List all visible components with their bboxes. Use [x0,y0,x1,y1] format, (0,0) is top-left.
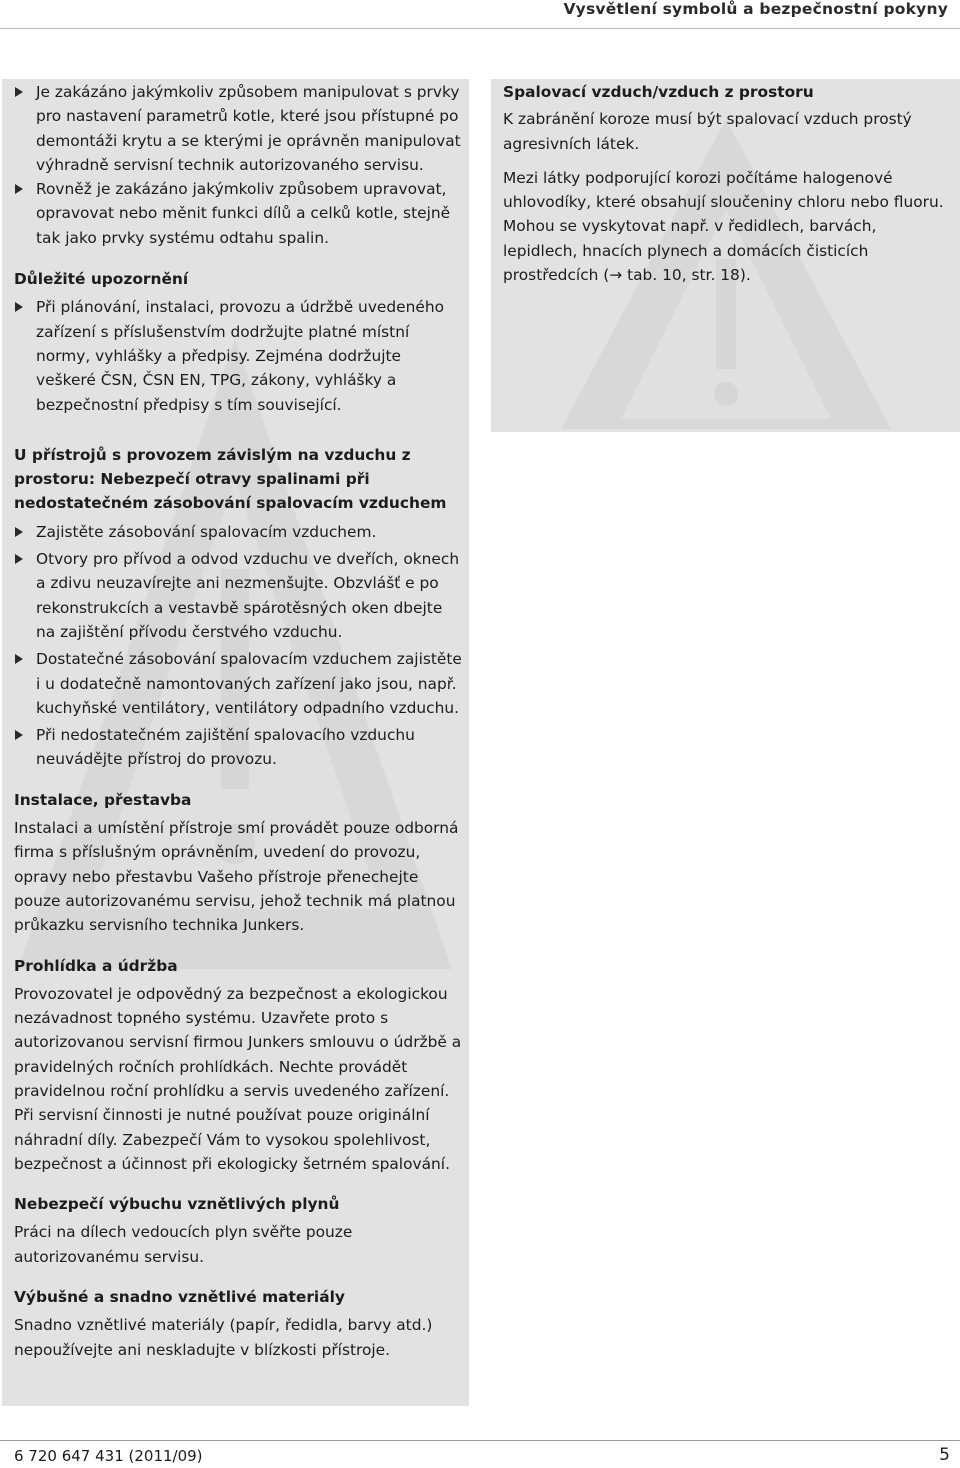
list-item-text: Je zakázáno jakýmkoliv způsobem manipulovat s prvky pro nastavení parametrů kotle, které jsou přístupné po demontáži krytu a se kterými je oprávněn manipulovat výhradně servisní technik autorizovaného servisu. [36,83,461,174]
list-item-text: Otvory pro přívod a odvod vzduchu ve dveřích, oknech a zdivu neuzavírejte ani nezmenšujte. Obzvlášť e po rekonstrukcích a vestavbě spárotěsných oken dbejte na zajištění přívodu čerstvého vzduchu. [36,550,460,641]
list-item [14,647,464,720]
page-header [0,0,960,29]
section-heading-combustion-air-room: Spalovací vzduch/vzduch z prostoru [503,83,814,101]
section-text-explosion: Práci na dílech vedoucích plyn svěřte pouze autorizovanému servisu. [14,1223,353,1266]
document-number: 6 720 647 431 (2011/09) [14,1447,203,1465]
section-heading-explosion: Nebezpečí výbuchu vznětlivých plynů [14,1195,340,1214]
section-text-inspection: Provozovatel je odpovědný za bezpečnost a ekologickou nezávadnost topného systému. Uzavřete proto s autorizovanou servisní firmou Junkers smlouvu o údržbě a pravidelných ročních prohlídkách. Nechte provádět pravidelnou roční prohlídku a servis uvedeného zařízení. Při servisní činnosti je nutné používat pouze originální náhradní díly. Zabezpečí Vám to vysokou spolehlivost, bezpečnost a účinnost při ekologicky šetrném spalování. [14,984,462,1173]
page-title: Vysvětlení symbolů a bezpečnostní pokyny [563,0,948,18]
bullet-arrow-icon [15,87,23,97]
section-text-installation: Instalaci a umístění přístroje smí provádět pouze odborná firma s příslušným oprávněním, uvedení do provozu, opravy nebo přestavbu Vašeho přístroje přenechejte pouze autorizovanému servisu, jehož technik má platnou průkazku servisního technika Junkers. [14,819,459,935]
list-item-text: Při plánování, instalaci, provozu a údržbě uvedeného zařízení s příslušenstvím dodržujte platné místní normy, vyhlášky a předpisy. Zejména dodržujte veškeré ČSN, ČSN EN, TPG, zákony, vyhlášky a bezpečnostní předpisy s tím související. [36,298,445,414]
section-heading-important: Důležité upozornění [14,270,189,289]
section-heading-flammable: Výbušné a snadno vznětlivé materiály [14,1288,345,1307]
list-item [14,80,464,177]
header-divider [0,28,960,29]
list-item-text: Dostatečné zásobování spalovacím vzduchem zajistěte i u dodatečně namontovaných zařízení jako jsou, např. kuchyňské ventilátory, ventilátory odpadního vzduchu. [36,650,462,717]
footer-divider [0,1440,960,1441]
list-item-text: Při nedostatečném zajištění spalovacího vzduchu neuvádějte přístroj do provozu. [36,726,415,769]
section-heading-combustion-air: U přístrojů s provozem závislým na vzduchu z prostoru: Nebezpečí otravy spalinami při nedostatečném zásobování spalovacím vzduchem [14,445,447,513]
list-item [14,295,464,416]
right-column [503,80,955,287]
list-item [14,547,464,644]
section-text-halogen: Mezi látky podporující korozi počítáme halogenové uhlovodíky, které obsahují sloučeniny chloru nebo fluoru. Mohou se vyskytovat např. v ředidlech, barvách, lepidlech, hnacích plynech a domácích čisticích prostředcích (→ tab. 10, str. 18). [503,168,944,285]
bullet-arrow-icon [15,554,23,564]
bullet-arrow-icon [15,527,23,537]
page-number: 5 [939,1445,950,1465]
list-item [14,520,464,544]
list-item-text: Zajistěte zásobování spalovacím vzduchem. [36,522,377,541]
list-item-text: Rovněž je zakázáno jakýmkoliv způsobem upravovat, opravovat nebo měnit funkci dílů a celků kotle, stejně tak jako prvky systému odtahu spalin. [36,180,451,247]
bullet-arrow-icon [15,654,23,664]
section-heading-installation: Instalace, přestavba [14,790,192,809]
left-column [14,80,464,1362]
list-item [14,723,464,772]
bullet-arrow-icon [15,184,23,194]
list-item [14,177,464,250]
section-heading-inspection: Prohlídka a údržba [14,956,178,975]
section-text-flammable: Snadno vznětlivé materiály (papír, ředidla, barvy atd.) nepoužívejte ani neskladujte v blízkosti přístroje. [14,1316,433,1359]
section-text-corrosion: K zabránění koroze musí být spalovací vzduch prostý agresivních látek. [503,110,912,153]
bullet-arrow-icon [15,302,23,312]
bullet-arrow-icon [15,730,23,740]
